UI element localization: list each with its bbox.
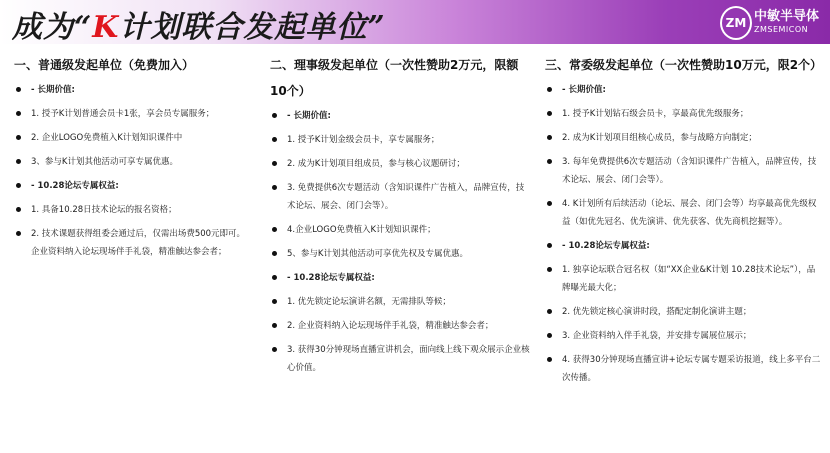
list-item: 3. 每年免费提供6次专题活动（含知识课件广告植入，品牌宣传，技术论坛、展会、闭门会等）。	[545, 153, 823, 189]
list-item: 1. 具备10.28日技术论坛的报名资格；	[14, 201, 250, 219]
list-item: 4.企业LOGO免费植入K计划知识课件；	[270, 221, 530, 239]
list-item: 2. 优先锁定核心演讲时段，搭配定制化演讲主题；	[545, 303, 823, 321]
list-item: 3. 免费提供6次专题活动（含知识课件广告植入，品牌宣传，技术论坛、展会、闭门会等）。	[270, 179, 530, 215]
list-item: 3. 企业资料纳入伴手礼袋，并安排专属展位展示；	[545, 327, 823, 345]
list-item: 2. 成为K计划项目组成员，参与核心议题研讨；	[270, 155, 530, 173]
section-label: - 10.28论坛专属权益:	[270, 269, 530, 287]
section-label: - 长期价值:	[545, 81, 823, 99]
section-label: - 10.28论坛专属权益:	[14, 177, 250, 195]
list-item: 1. 授予K计划钻石级会员卡，享最高优先级服务；	[545, 105, 823, 123]
column-title: 三、常委级发起单位（一次性赞助10万元，限2个）	[545, 58, 823, 72]
company-logo	[720, 4, 824, 40]
column-ordinary-level	[14, 52, 250, 267]
list-item: 4. 获得30分钟现场直播宣讲+论坛专属专题采访报道，线上多平台二次传播。	[545, 351, 823, 387]
list-item: 4. K计划所有后续活动（论坛、展会、闭门会等）均享最高优先级权益（如优先冠名、优先演讲、优先获客、优先商机挖掘等）。	[545, 195, 823, 231]
list-item: 1. 优先锁定论坛演讲名额，无需排队等候；	[270, 293, 530, 311]
list-item: 1. 独享论坛联合冠名权（如“XX企业&K计划 10.28技术论坛”），品牌曝光最大化；	[545, 261, 823, 297]
title-k: K	[92, 10, 120, 45]
list-item: 3、参与K计划其他活动可享专属优惠。	[14, 153, 250, 171]
column-council-level	[270, 52, 530, 383]
section-label: - 10.28论坛专属权益:	[545, 237, 823, 255]
page-title	[12, 2, 386, 46]
benefit-list	[270, 107, 530, 377]
title-suffix: 计划联合发起单位”	[119, 10, 386, 45]
column-title: 一、普通级发起单位（免费加入）	[14, 58, 195, 72]
zm-logo-icon: ZM	[720, 6, 752, 40]
title-prefix: 成为“	[12, 10, 93, 45]
list-item: 2. 技术课题获得组委会通过后，仅需出场费500元即可。企业资料纳入论坛现场伴手礼袋，精准触达参会者；	[14, 225, 250, 261]
benefit-list	[545, 81, 823, 387]
column-standing-level	[545, 52, 823, 393]
list-item: 5、参与K计划其他活动可享优先权及专属优惠。	[270, 245, 530, 263]
list-item: 2. 企业资料纳入论坛现场伴手礼袋，精准触达参会者；	[270, 317, 530, 335]
header-banner	[0, 0, 830, 44]
section-label: - 长期价值:	[14, 81, 250, 99]
list-item: 2. 企业LOGO免费植入K计划知识课件中	[14, 129, 250, 147]
logo-chinese-name: 中敏半导体	[754, 9, 820, 24]
list-item: 1. 授予K计划普通会员卡1张，享会员专属服务；	[14, 105, 250, 123]
list-item: 1. 授予K计划金级会员卡，享专属服务；	[270, 131, 530, 149]
logo-english-name: ZMSEMICON	[754, 25, 809, 34]
benefit-list	[14, 81, 250, 261]
list-item: 3. 获得30分钟现场直播宣讲机会，面向线上线下观众展示企业核心价值。	[270, 341, 530, 377]
list-item: 2. 成为K计划项目组核心成员，参与战略方向制定；	[545, 129, 823, 147]
section-label: - 长期价值:	[270, 107, 530, 125]
column-title: 二、理事级发起单位（一次性赞助2万元，限额10个）	[270, 58, 519, 98]
